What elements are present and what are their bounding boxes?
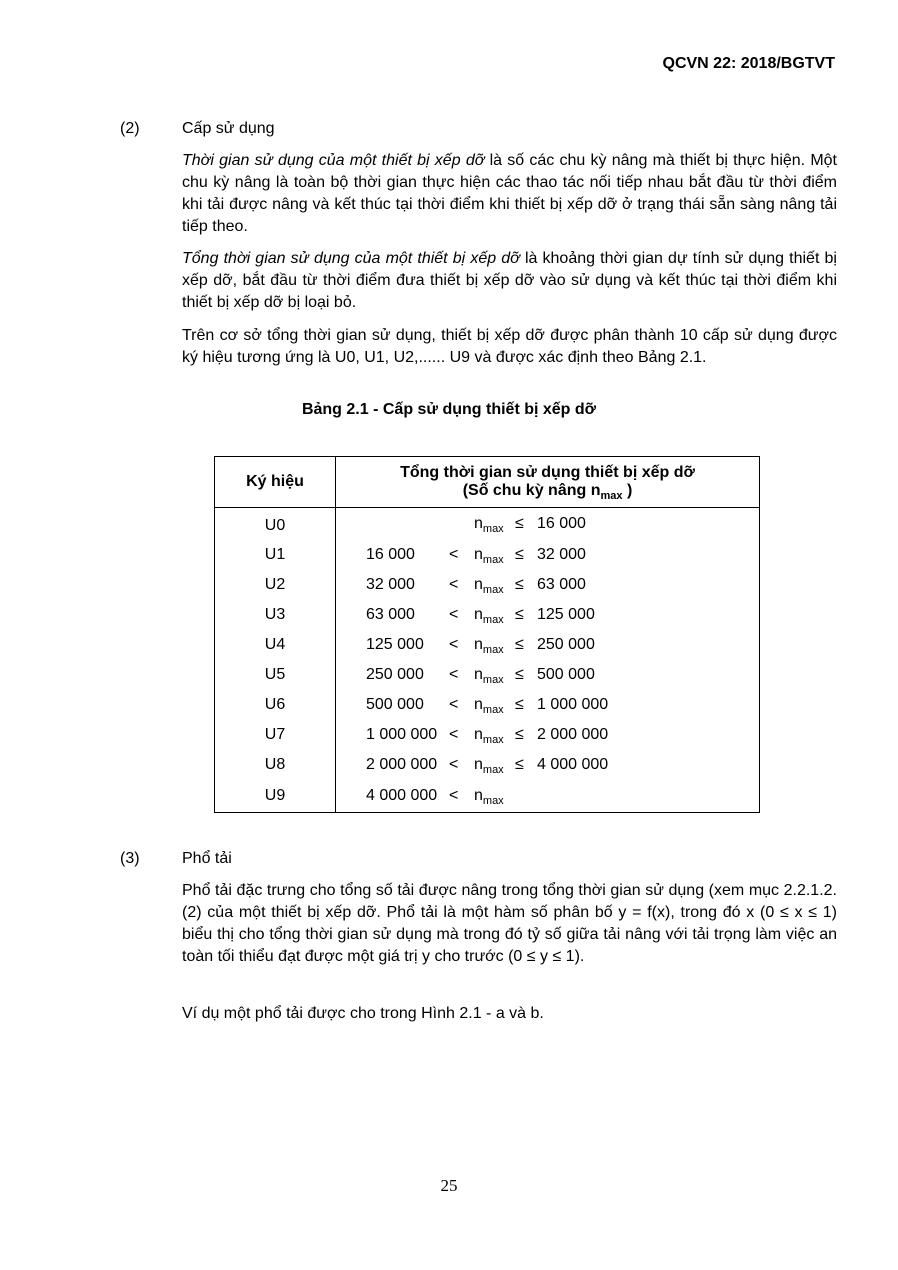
section-3-paragraph-1: Phổ tải đặc trưng cho tổng số tải được nâng trong tổng thời gian sử dụng (xem mục 2.2.1.2.(2) của một thiết bị xếp dỡ. Phổ tải là một hàm số phân bố y = f(x), trong đó x (0 ≤ x ≤ 1) biểu thị cho tổng thời gian sử dụng mà trong đó tỷ số giữa tải nâng với tải trọng làm việc an toàn tối thiểu đạt được một giá trị y cho trước (0 ≤ y ≤ 1). — [182, 882, 837, 965]
usage-range — [336, 508, 760, 541]
range-lower-bound: 4 000 000 — [366, 787, 438, 804]
less-equal-symbol: ≤ — [515, 756, 524, 773]
range-lower-bound: 500 000 — [366, 696, 424, 713]
usage-class-symbol: U4 — [215, 630, 336, 660]
range-lower-bound: 63 000 — [366, 606, 415, 623]
n-max-symbol: $n_{max}$ — [474, 666, 504, 686]
less-equal-symbol: ≤ — [515, 606, 524, 623]
section-3-title: Phổ tải — [182, 850, 232, 867]
column-header-total-usage — [336, 457, 760, 508]
usage-class-symbol: U5 — [215, 660, 336, 690]
section-3-number: (3) — [120, 850, 140, 867]
less-than-symbol: < — [449, 576, 459, 593]
less-equal-symbol: ≤ — [515, 666, 524, 683]
table-row — [215, 508, 760, 541]
section-2-title: Cấp sử dụng — [182, 120, 275, 137]
less-than-symbol: < — [449, 606, 459, 623]
less-equal-symbol: ≤ — [515, 515, 524, 532]
range-lower-bound: 16 000 — [366, 546, 415, 563]
section-3-paragraph-2: Ví dụ một phổ tải được cho trong Hình 2.1 - a và b. — [182, 1005, 544, 1022]
range-lower-bound: 2 000 000 — [366, 756, 438, 773]
table-row — [215, 660, 760, 690]
column-header-line-2: (Số chu kỳ nâng $n_{max}$ ) — [462, 482, 633, 502]
less-than-symbol: < — [449, 546, 459, 563]
term-total-service-time: Tổng thời gian sử dụng của một thiết bị xếp dỡ — [182, 250, 520, 267]
n-max-symbol: $n_{max}$ — [474, 606, 504, 626]
usage-class-symbol: U6 — [215, 690, 336, 720]
n-max-symbol: $n_{max}$ — [474, 576, 504, 596]
section-2-number: (2) — [120, 120, 140, 137]
section-2-paragraph-2 — [182, 248, 837, 314]
column-header-symbol: Ký hiệu — [215, 457, 336, 508]
term-service-time: Thời gian sử dụng của một thiết bị xếp dỡ — [182, 152, 485, 169]
range-upper-bound: 63 000 — [537, 576, 586, 593]
table-caption: Bảng 2.1 - Cấp sử dụng thiết bị xếp dỡ — [301, 401, 597, 418]
n-max-symbol: $n_{max}$ — [474, 726, 504, 746]
usage-class-symbol: U8 — [215, 750, 336, 780]
n-max-symbol: $n_{max}$ — [474, 515, 504, 535]
usage-range — [336, 690, 760, 720]
table-row — [215, 570, 760, 600]
usage-class-symbol: U7 — [215, 720, 336, 750]
range-upper-bound: 16 000 — [537, 515, 586, 532]
range-upper-bound: 32 000 — [537, 546, 586, 563]
less-equal-symbol: ≤ — [515, 546, 524, 563]
range-upper-bound: 500 000 — [537, 666, 595, 683]
usage-class-symbol: U3 — [215, 600, 336, 630]
range-upper-bound: 1 000 000 — [537, 696, 609, 713]
usage-range — [336, 630, 760, 660]
less-equal-symbol: ≤ — [515, 636, 524, 653]
table-row — [215, 750, 760, 780]
usage-class-table — [214, 456, 760, 813]
range-upper-bound: 125 000 — [537, 606, 595, 623]
table-header-row — [215, 457, 760, 508]
paragraph-text: là khoảng thời gian dự tính sử dụng thiết bị xếp dỡ, bắt đầu từ thời điểm đưa thiết bị xếp dỡ vào sử dụng và kết thúc tại thời điểm khi thiết bị xếp dỡ bị loại bỏ. — [182, 250, 837, 311]
usage-class-symbol: U1 — [215, 540, 336, 570]
less-equal-symbol: ≤ — [515, 576, 524, 593]
range-upper-bound: 250 000 — [537, 636, 595, 653]
n-max-symbol: $n_{max}$ — [474, 696, 504, 716]
usage-class-symbol: U0 — [215, 508, 336, 541]
table-row — [215, 600, 760, 630]
less-equal-symbol: ≤ — [515, 726, 524, 743]
table-row — [215, 690, 760, 720]
column-header-line-1: Tổng thời gian sử dụng thiết bị xếp dỡ — [400, 464, 695, 481]
section-2-paragraph-3: Trên cơ sở tổng thời gian sử dụng, thiết bị xếp dỡ được phân thành 10 cấp sử dụng được ký hiệu tương ứng là U0, U1, U2,...... U9 và được xác định theo Bảng 2.1. — [182, 327, 837, 366]
n-max-symbol: $n_{max}$ — [474, 756, 504, 776]
range-lower-bound: 1 000 000 — [366, 726, 438, 743]
less-than-symbol: < — [449, 756, 459, 773]
less-than-symbol: < — [449, 787, 459, 804]
range-lower-bound: 250 000 — [366, 666, 424, 683]
usage-range — [336, 570, 760, 600]
usage-range — [336, 720, 760, 750]
less-equal-symbol: ≤ — [515, 696, 524, 713]
usage-range — [336, 750, 760, 780]
usage-class-symbol: U9 — [215, 780, 336, 813]
less-than-symbol: < — [449, 666, 459, 683]
section-2-paragraph-1 — [182, 150, 837, 238]
usage-range — [336, 600, 760, 630]
table-row — [215, 630, 760, 660]
less-than-symbol: < — [449, 636, 459, 653]
usage-range — [336, 540, 760, 570]
range-upper-bound: 2 000 000 — [537, 726, 609, 743]
less-than-symbol: < — [449, 696, 459, 713]
n-max-symbol: $n_{max}$ — [474, 546, 504, 566]
range-upper-bound: 4 000 000 — [537, 756, 609, 773]
range-lower-bound: 125 000 — [366, 636, 424, 653]
usage-range — [336, 660, 760, 690]
page-number: 25 — [440, 1176, 458, 1195]
table-row — [215, 780, 760, 813]
document-header: QCVN 22: 2018/BGTVT — [662, 55, 835, 72]
range-lower-bound: 32 000 — [366, 576, 415, 593]
table-row — [215, 540, 760, 570]
n-max-symbol: $n_{max}$ — [474, 636, 504, 656]
usage-class-symbol: U2 — [215, 570, 336, 600]
n-max-symbol: $n_{max}$ — [474, 787, 504, 807]
less-than-symbol: < — [449, 726, 459, 743]
usage-range — [336, 780, 760, 813]
paragraph-text: là số các chu kỳ nâng mà thiết bị thực hiện. Một chu kỳ nâng là toàn bộ thời gian thực hiện các thao tác nối tiếp nhau bắt đầu từ thời điểm khi tải được nâng và kết thúc tại thời điểm khi thiết bị xếp dỡ ở trạng thái sẵn sàng nâng tải tiếp theo. — [182, 152, 838, 235]
table-row — [215, 720, 760, 750]
